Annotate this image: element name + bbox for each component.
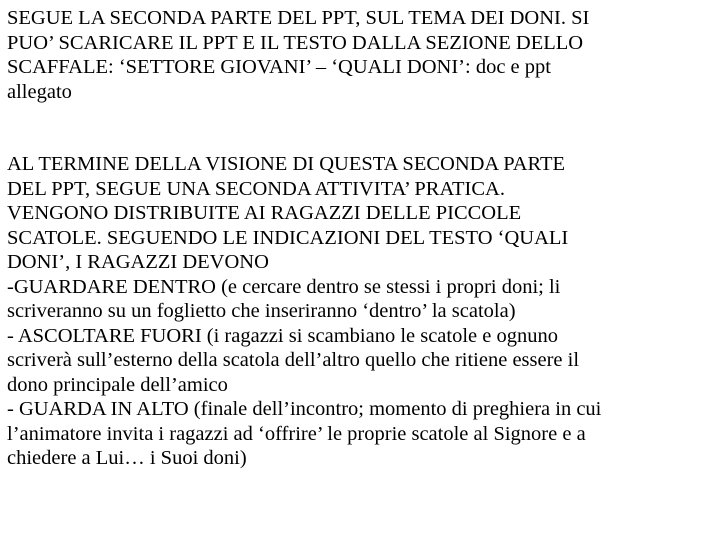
activity-paragraph: AL TERMINE DELLA VISIONE DI QUESTA SECONDA PARTE DEL PPT, SEGUE UNA SECONDA ATTIVITA’ PRATICA. VENGONO DISTRIBUITE AI RAGAZZI DELLE PICCOLE SCATOLE. SEGUENDO LE INDICAZIONI DEL TESTO ‘QUALI DONI’, I RAGAZZI DEVONO -GUARDARE DENTRO (e cercare dentro se stessi i propri doni; li scriveranno su un foglietto che inseriranno ‘dentro’ la scatola) - ASCOLTARE FUORI (i ragazzi si scambiano le scatole e ognuno scriverà sull’esterno della scatola dell’altro quello che ritiene essere il dono principale dell’amico - GUARDA IN ALTO (finale dell’incontro; momento di preghiera in cui l’animatore invita i ragazzi ad ‘offrire’ le proprie scatole al Signore e a chiedere a Lui… i Suoi doni)	[7, 153, 602, 469]
intro-paragraph: SEGUE LA SECONDA PARTE DEL PPT, SUL TEMA DEI DONI. SI PUO’ SCARICARE IL PPT E IL TESTO DALLA SEZIONE DELLO SCAFFALE: ‘SETTORE GIOVANI’ – ‘QUALI DONI’: doc e ppt allegato	[7, 7, 590, 103]
